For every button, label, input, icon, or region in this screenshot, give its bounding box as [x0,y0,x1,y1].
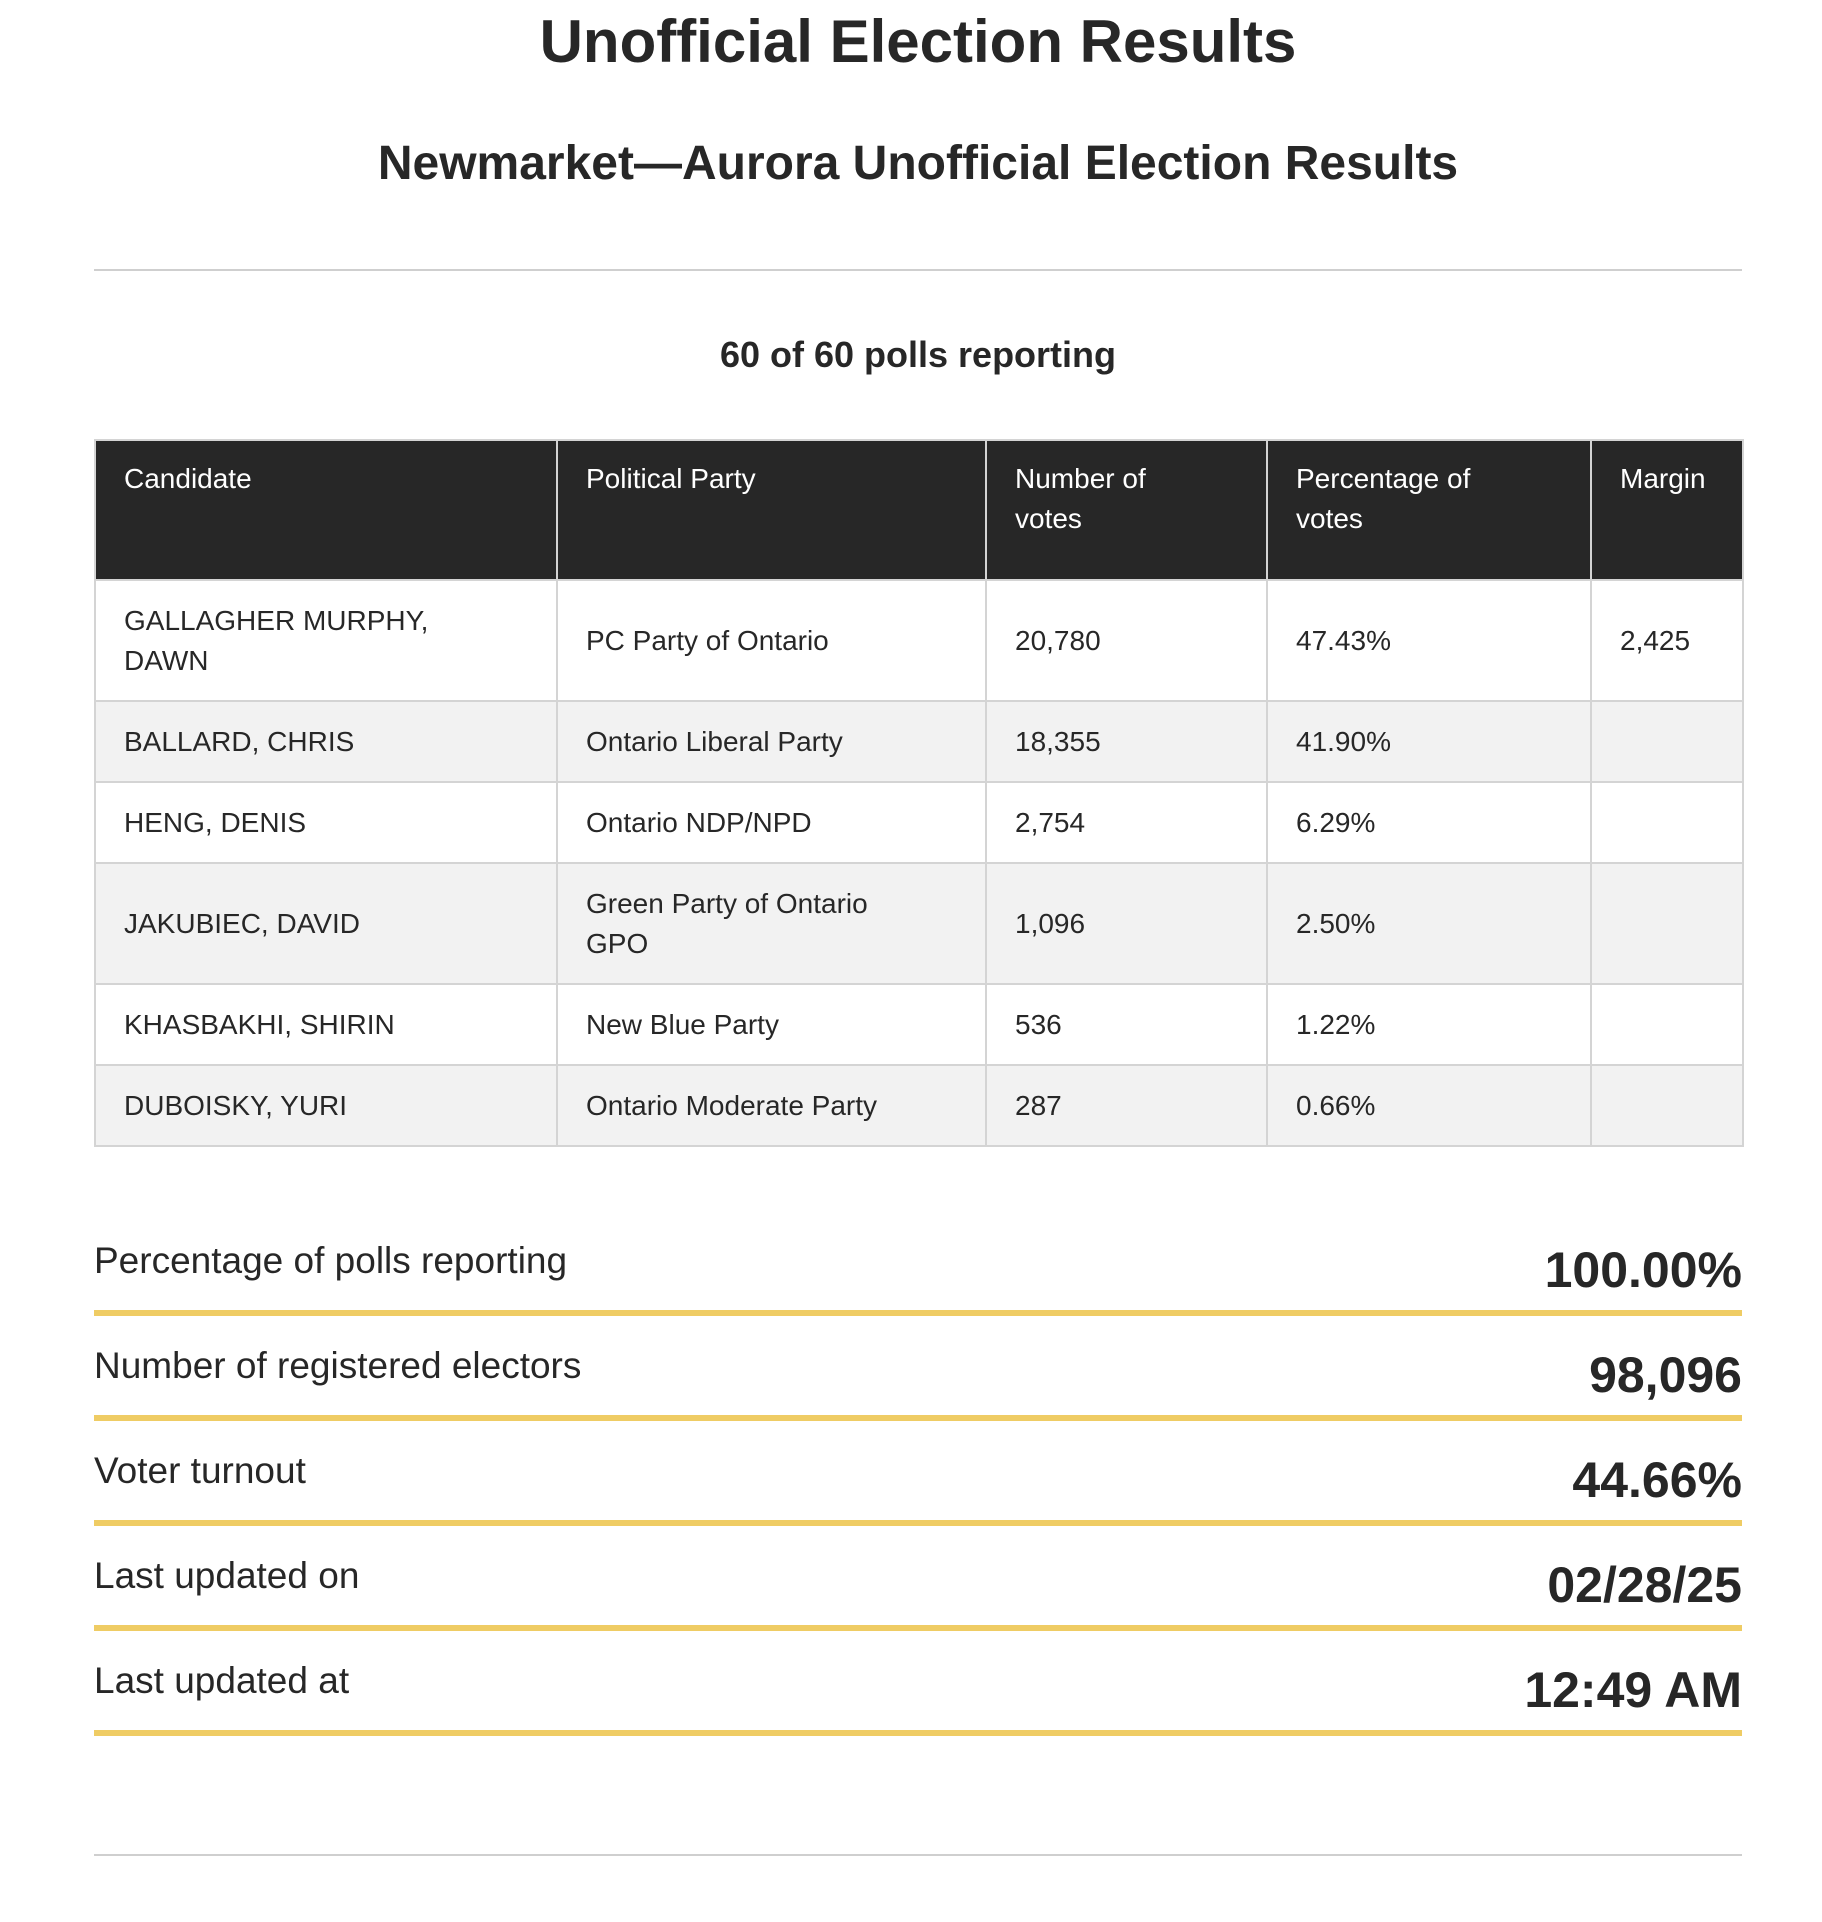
percentage-cell: 2.50% [1267,863,1591,984]
table-row [95,984,1743,1065]
votes-cell: 2,754 [986,782,1267,863]
stat-last-updated-date [94,1531,1742,1636]
stat-value: 12:49 AM [1524,1662,1742,1718]
margin-cell [1591,984,1743,1065]
stat-value: 98,096 [1589,1347,1742,1403]
summary-stats [94,1216,1742,1741]
margin-cell [1591,1065,1743,1146]
margin-cell [1591,863,1743,984]
party-cell: Ontario Moderate Party [557,1065,986,1146]
stat-divider [94,1415,1742,1421]
column-header-candidate: Candidate [95,440,557,580]
stat-label: Percentage of polls reporting [94,1240,568,1281]
percentage-cell: 0.66% [1267,1065,1591,1146]
candidate-cell: KHASBAKHI, SHIRIN [95,984,557,1065]
table-row [95,701,1743,782]
stat-value: 44.66% [1572,1452,1742,1508]
percentage-cell: 6.29% [1267,782,1591,863]
stat-value: 100.00% [1544,1242,1742,1298]
party-cell: PC Party of Ontario [557,580,986,701]
margin-cell: 2,425 [1591,580,1743,701]
stat-value: 02/28/25 [1547,1557,1742,1613]
candidate-cell: GALLAGHER MURPHY, DAWN [95,580,557,701]
votes-cell: 20,780 [986,580,1267,701]
percentage-cell: 41.90% [1267,701,1591,782]
stat-label: Voter turnout [94,1450,306,1491]
votes-cell: 287 [986,1065,1267,1146]
candidate-cell: HENG, DENIS [95,782,557,863]
bottom-divider [94,1854,1742,1856]
table-row [95,782,1743,863]
table-row [95,863,1743,984]
polls-reporting-summary: 60 of 60 polls reporting [719,334,1117,375]
party-cell: Ontario NDP/NPD [557,782,986,863]
stat-polls-percentage [94,1216,1742,1321]
stat-divider [94,1730,1742,1736]
candidate-cell: JAKUBIEC, DAVID [95,863,557,984]
table-row [95,580,1743,701]
table-row [95,1065,1743,1146]
table-header-row [95,440,1743,580]
top-divider [94,269,1742,271]
candidate-cell: DUBOISKY, YURI [95,1065,557,1146]
column-header-votes: Number of votes [986,440,1267,580]
margin-cell [1591,782,1743,863]
riding-title: Newmarket—Aurora Unofficial Election Results [377,137,1459,190]
stat-registered-electors [94,1321,1742,1426]
votes-cell: 536 [986,984,1267,1065]
column-header-party: Political Party [557,440,986,580]
column-header-percentage: Percentage of votes [1267,440,1591,580]
stat-label: Last updated at [94,1660,350,1701]
column-header-margin: Margin [1591,440,1743,580]
stat-divider [94,1310,1742,1316]
margin-cell [1591,701,1743,782]
party-cell: New Blue Party [557,984,986,1065]
candidate-cell: BALLARD, CHRIS [95,701,557,782]
stat-divider [94,1520,1742,1526]
votes-cell: 18,355 [986,701,1267,782]
stat-label: Last updated on [94,1555,360,1596]
stat-divider [94,1625,1742,1631]
stat-last-updated-time [94,1636,1742,1741]
results-table [94,439,1744,1147]
votes-cell: 1,096 [986,863,1267,984]
percentage-cell: 1.22% [1267,984,1591,1065]
percentage-cell: 47.43% [1267,580,1591,701]
party-cell: Ontario Liberal Party [557,701,986,782]
stat-label: Number of registered electors [94,1345,582,1386]
stat-voter-turnout [94,1426,1742,1531]
page-title: Unofficial Election Results [539,8,1297,75]
party-cell: Green Party of Ontario GPO [557,863,986,984]
